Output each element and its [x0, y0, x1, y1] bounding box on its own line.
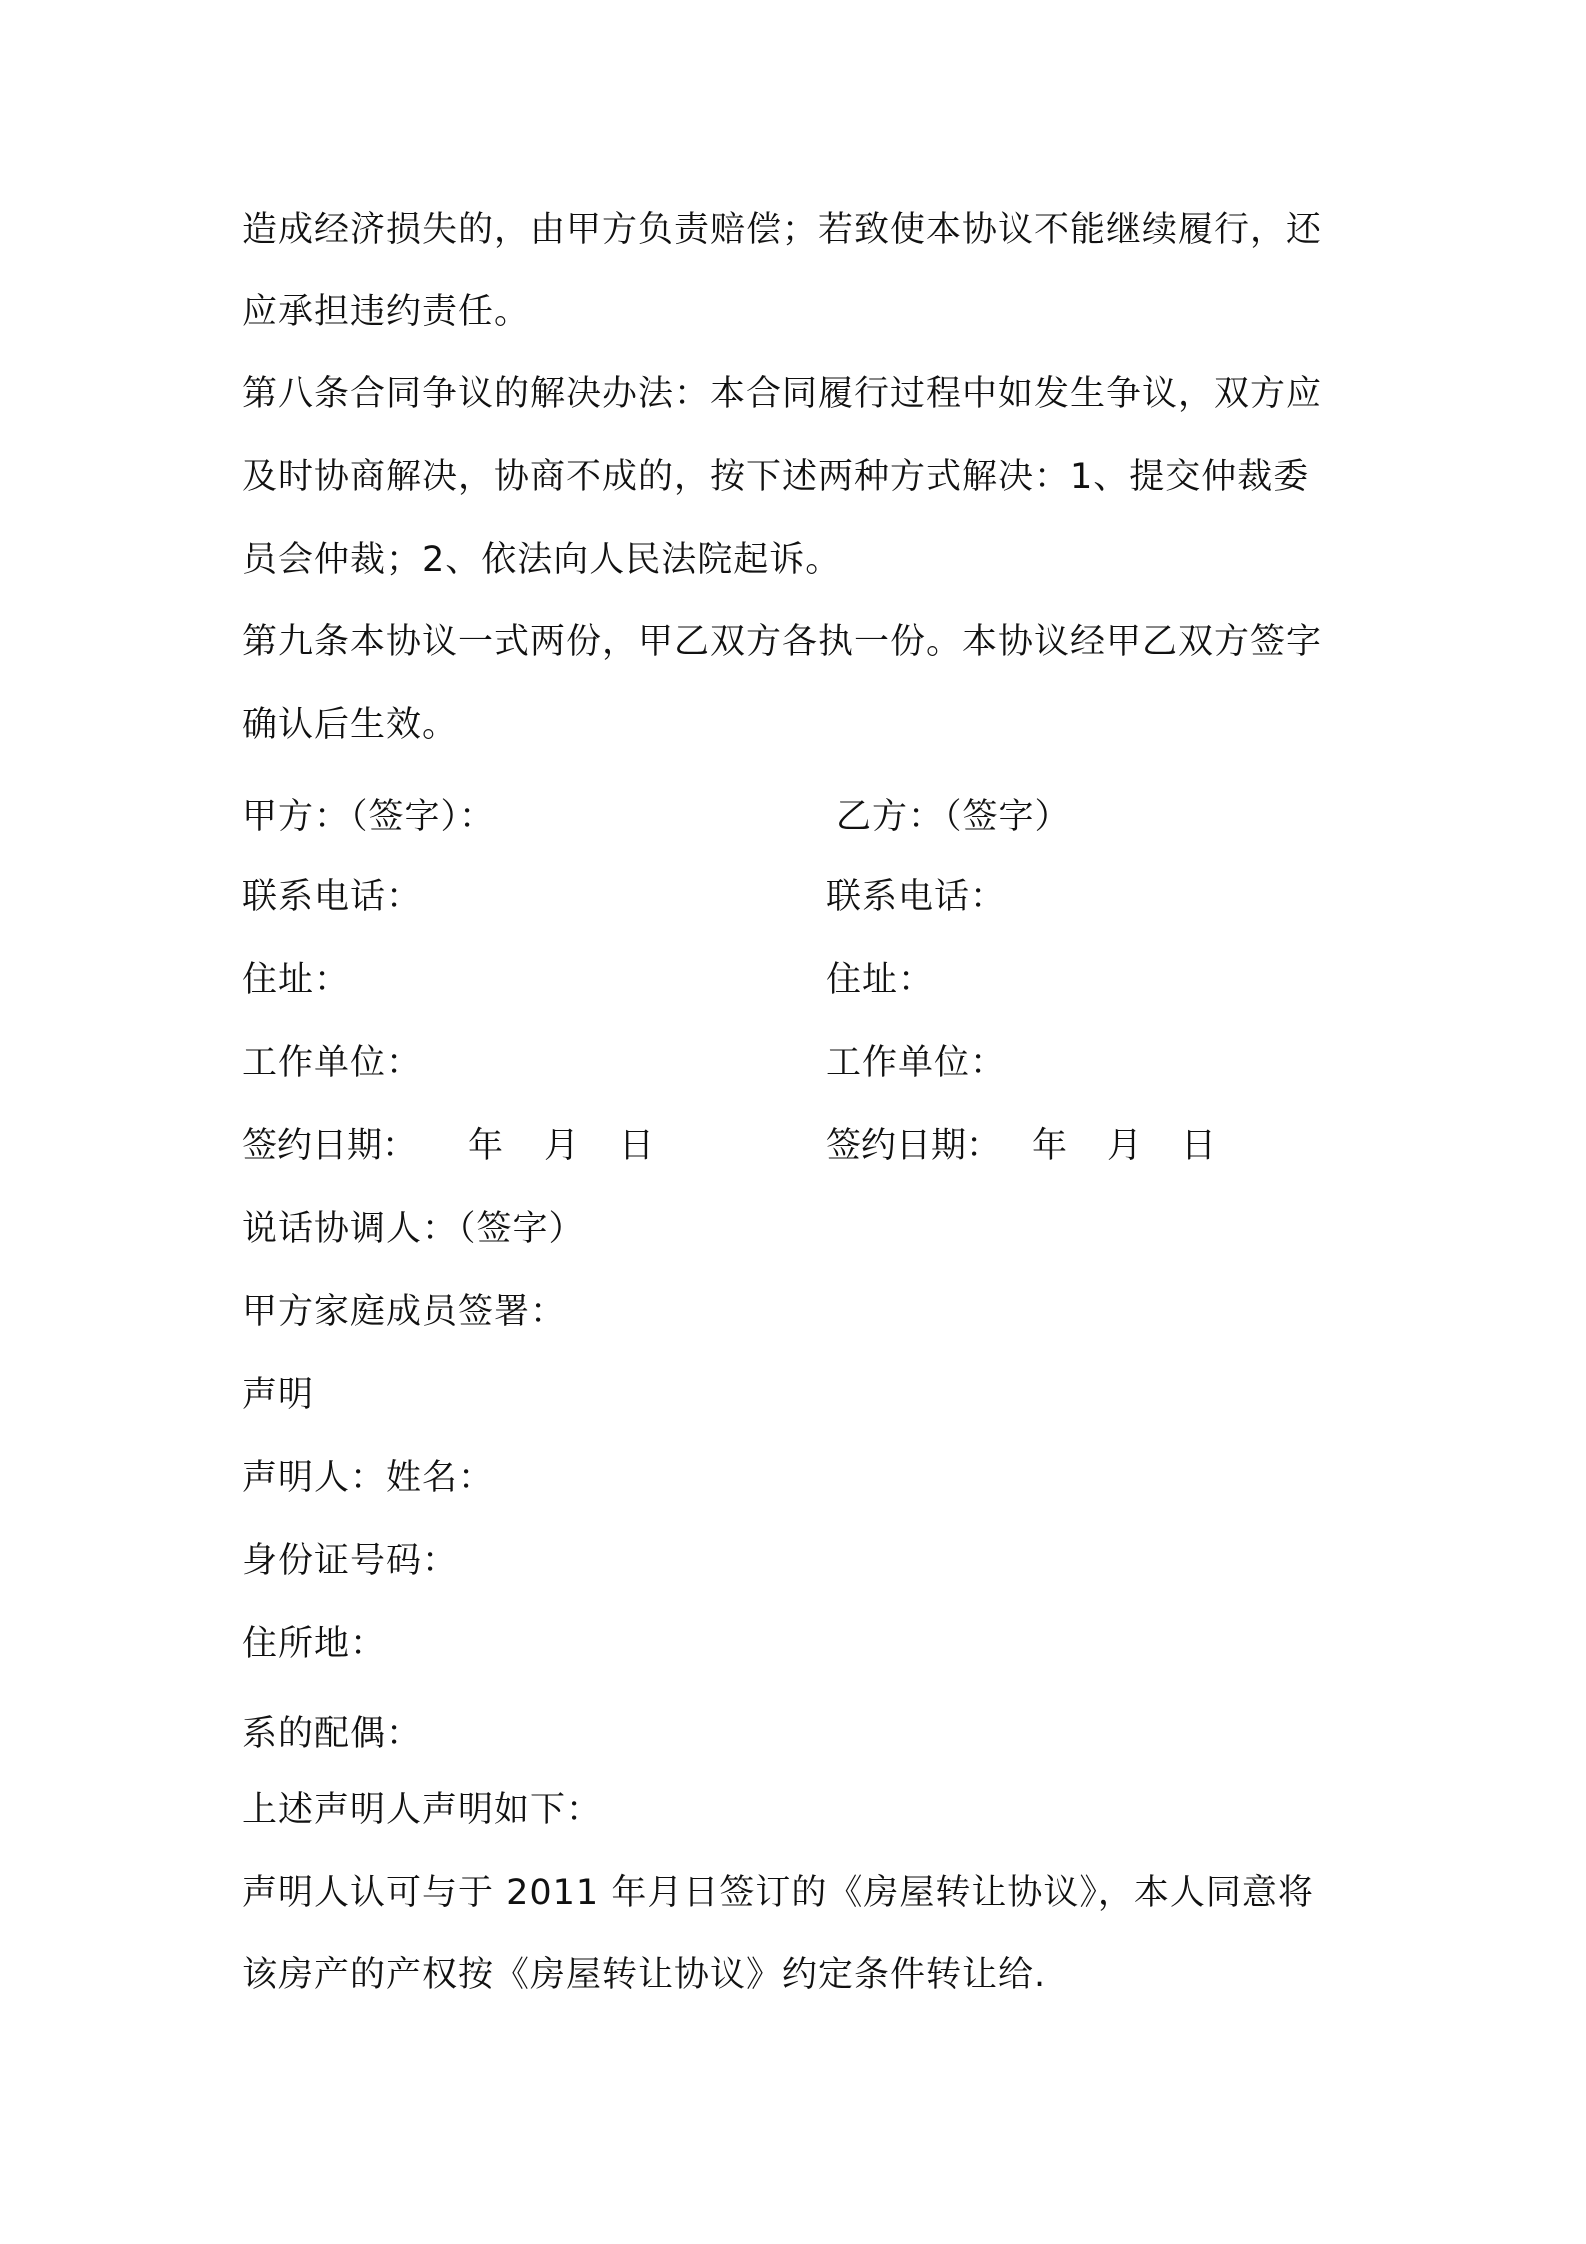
spouse: 系的配偶： [242, 1714, 423, 1754]
family-sign: 甲方家庭成员签署： [242, 1292, 567, 1332]
party-b-phone: 联系电话： [826, 877, 1007, 917]
party-b-address: 住址： [826, 960, 935, 1000]
paragraph-line: 应承担违约责任。 [242, 292, 531, 332]
article-8-line: 及时协商解决，协商不成的，按下述两种方式解决：1、提交仲裁委 [242, 457, 1310, 497]
party-a-day: 日 [619, 1126, 655, 1166]
declaration-body-line: 声明人认可与于 2011 年月日签订的《房屋转让协议》，本人同意将 [242, 1873, 1314, 1913]
residence: 住所地： [242, 1624, 387, 1664]
declaration-body-line: 该房产的产权按《房屋转让协议》约定条件转让给. [242, 1955, 1047, 1995]
article-8-line: 员会仲裁；2、依法向人民法院起诉。 [242, 540, 842, 580]
party-a-employer: 工作单位： [242, 1043, 423, 1083]
article-8-line: 第八条合同争议的解决办法：本合同履行过程中如发生争议，双方应 [242, 374, 1323, 414]
article-9-line: 确认后生效。 [242, 705, 459, 745]
declarant-name: 声明人：姓名： [242, 1458, 495, 1498]
id-number: 身份证号码： [242, 1541, 459, 1581]
party-a-sign: 甲方：（签字）： [242, 797, 496, 837]
party-a-phone: 联系电话： [242, 877, 423, 917]
party-a-year: 年 [468, 1126, 504, 1166]
party-b-sign: 乙方：（签字） [836, 797, 1071, 837]
declaration-intro: 上述声明人声明如下： [242, 1790, 603, 1830]
party-b-day: 日 [1181, 1126, 1217, 1166]
article-9-line: 第九条本协议一式两份，甲乙双方各执一份。本协议经甲乙双方签字 [242, 622, 1323, 662]
party-a-month: 月 [544, 1126, 580, 1166]
party-b-date-label: 签约日期： [826, 1126, 1002, 1166]
party-b-year: 年 [1032, 1126, 1068, 1166]
paragraph-line: 造成经济损失的，由甲方负责赔偿；若致使本协议不能继续履行，还 [242, 210, 1323, 250]
party-b-employer: 工作单位： [826, 1043, 1007, 1083]
party-b-month: 月 [1107, 1126, 1143, 1166]
mediator-sign: 说话协调人：（签字） [242, 1209, 585, 1249]
party-a-date-row [242, 1126, 802, 1166]
party-b-date-row [826, 1126, 1326, 1166]
party-a-date-label: 签约日期： [242, 1126, 418, 1166]
declaration-title: 声明 [242, 1375, 315, 1415]
party-a-address: 住址： [242, 960, 351, 1000]
